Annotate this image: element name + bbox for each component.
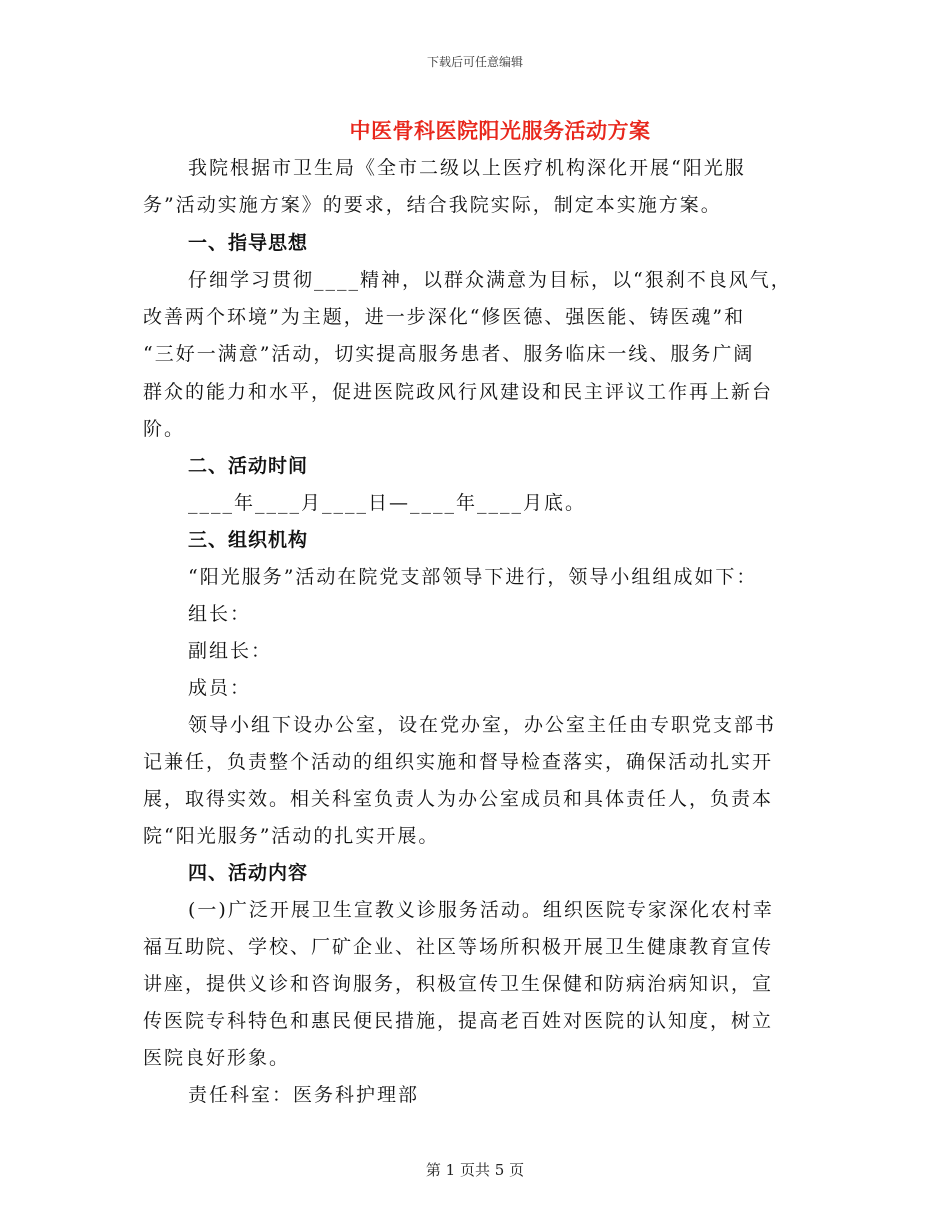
paragraph-line: ____年____月____日—____年____月底。 (188, 492, 587, 514)
paragraph-line: 仔细学习贯彻____精神，以群众满意为目标，以“狠刹不良风气， (188, 269, 792, 291)
section-heading: 四、活动内容 (188, 862, 309, 884)
paragraph-line: 责任科室：医务科护理部 (188, 1084, 420, 1106)
paragraph-line: 改善两个环境”为主题，进一步深化“修医德、强医能、铸医魂”和 (143, 306, 746, 328)
paragraph-line: (一)广泛开展卫生宣教义诊服务活动。组织医院专家深化农村幸 (188, 899, 774, 921)
paragraph-line: 记兼任，负责整个活动的组织实施和督导检查落实，确保活动扎实开 (143, 751, 774, 773)
page-footer: 第 1 页共 5 页 (425, 1161, 525, 1179)
paragraph-line: “三好一满意”活动，切实提高服务患者、服务临床一线、服务广阔 (143, 343, 755, 365)
paragraph-line: 展，取得实效。相关科室负责人为办公室成员和具体责任人，负责本 (143, 788, 774, 810)
paragraph-line: 领导小组下设办公室，设在党办室，办公室主任由专职党支部书 (188, 714, 777, 736)
paragraph-line: 组长： (188, 603, 252, 625)
paragraph-line: 院“阳光服务”活动的扎实开展。 (143, 825, 440, 847)
paragraph-line: 副组长： (188, 640, 273, 662)
paragraph-line: 群众的能力和水平，促进医院政风行风建设和民主评议工作再上新台 (143, 381, 774, 403)
document-title: 中医骨科医院阳光服务活动方案 (349, 118, 651, 143)
paragraph-line: 医院良好形象。 (143, 1047, 291, 1069)
section-heading: 二、活动时间 (188, 455, 309, 477)
paragraph-line: 福互助院、学校、厂矿企业、社区等场所积极开展卫生健康教育宣传 (143, 936, 774, 958)
paragraph-line: 传医院专科特色和惠民便民措施，提高老百姓对医院的认知度，树立 (143, 1010, 774, 1032)
section-heading: 一、指导思想 (188, 232, 309, 254)
paragraph-line: “阳光服务”活动在院党支部领导下进行，领导小组组成如下： (188, 566, 758, 588)
paragraph-line: 讲座，提供义诊和咨询服务，积极宣传卫生保健和防病治病知识，宣 (143, 973, 774, 995)
paragraph-line: 成员： (188, 677, 252, 699)
paragraph-line: 阶。 (143, 418, 186, 440)
header-note: 下载后可任意编辑 (426, 55, 523, 69)
intro-line: 务”活动实施方案》的要求，结合我院实际，制定本实施方案。 (143, 194, 722, 216)
intro-line: 我院根据市卫生局《全市二级以上医疗机构深化开展“阳光服 (188, 157, 746, 179)
section-heading: 三、组织机构 (188, 529, 309, 551)
